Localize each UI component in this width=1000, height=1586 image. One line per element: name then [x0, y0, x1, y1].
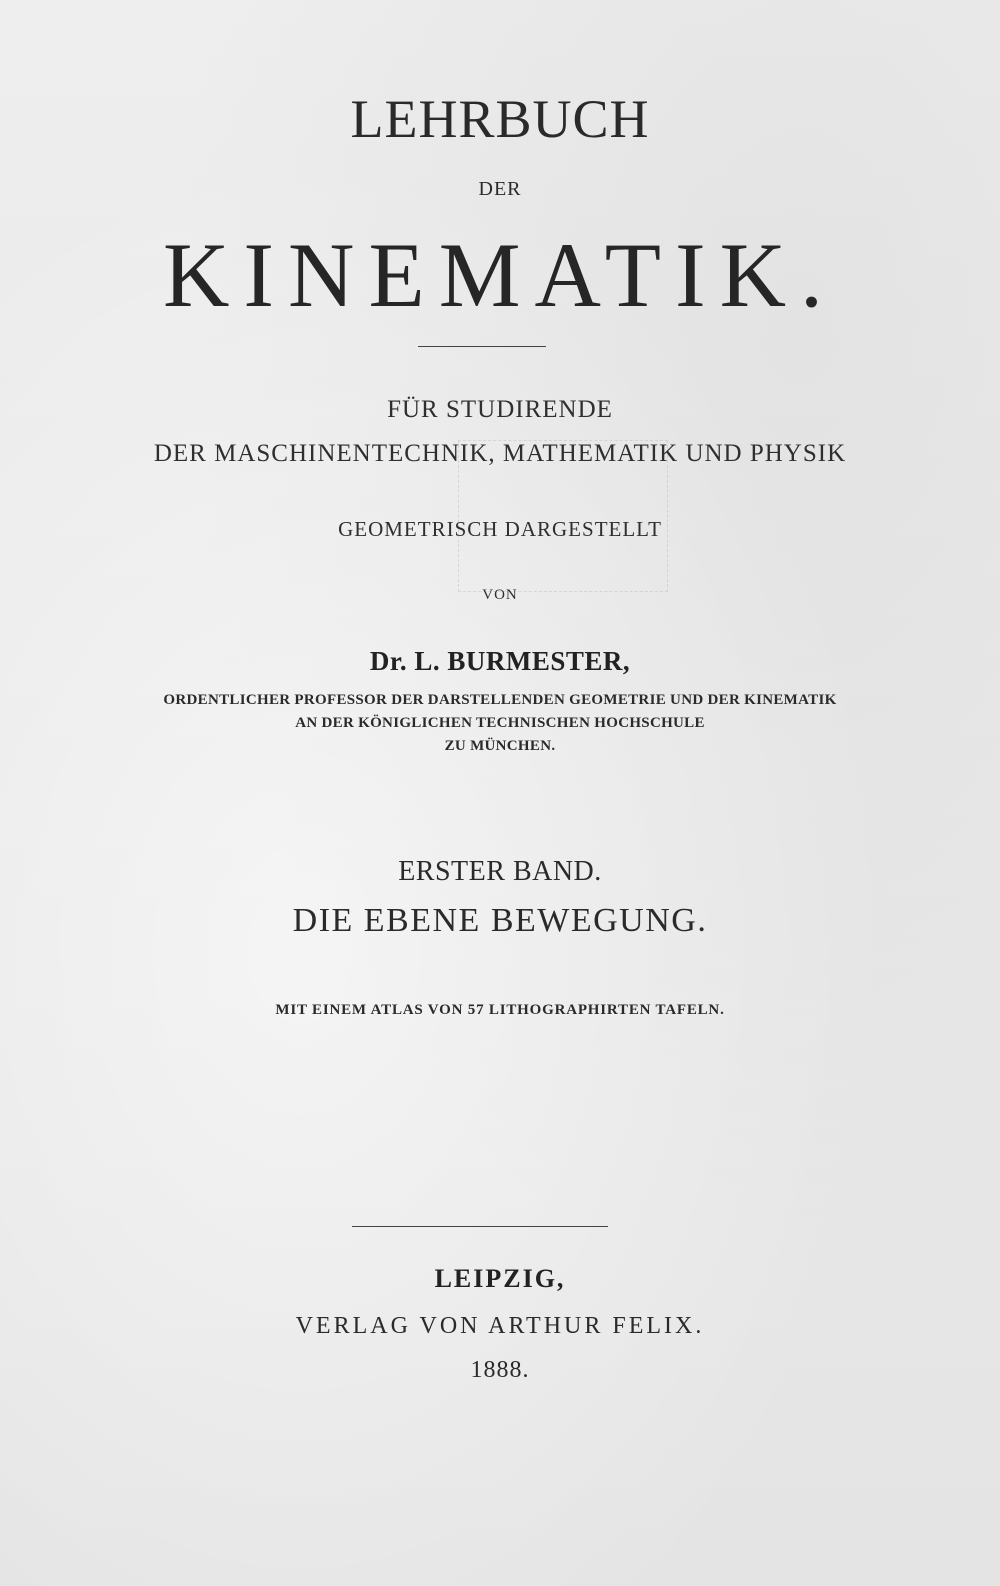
author-name: Dr. L. BURMESTER,: [369, 646, 631, 676]
main-title-connector: DER: [478, 178, 522, 200]
divider-rule-top: [418, 346, 546, 347]
divider-rule-bottom: [352, 1226, 608, 1227]
by-label: VON: [482, 587, 518, 603]
volume-title: DIE EBENE BEWEGUNG.: [292, 902, 708, 939]
publisher: VERLAG VON ARTHUR FELIX.: [295, 1313, 705, 1339]
author-affiliation-line2: AN DER KÖNIGLICHEN TECHNISCHEN HOCHSCHULE: [295, 715, 705, 731]
subtitle-line1: FÜR STUDIRENDE: [387, 396, 613, 423]
atlas-note: MIT EINEM ATLAS VON 57 LITHOGRAPHIRTEN TAFELN.: [275, 1002, 725, 1018]
publication-year: 1888.: [470, 1357, 530, 1383]
main-title-line2: KINEMATIK.: [162, 224, 838, 326]
subtitle-line2: DER MASCHINENTECHNIK, MATHEMATIK UND PHYSIK: [153, 440, 847, 467]
volume-label: ERSTER BAND.: [398, 856, 602, 887]
subtitle-line3: GEOMETRISCH DARGESTELLT: [338, 517, 662, 541]
author-affiliation-line1: ORDENTLICHER PROFESSOR DER DARSTELLENDEN GEOMETRIE UND DER KINEMATIK: [163, 692, 837, 708]
author-affiliation-line3: ZU MÜNCHEN.: [444, 738, 556, 754]
publication-place: LEIPZIG,: [434, 1264, 566, 1293]
main-title-line1: LEHRBUCH: [350, 89, 650, 149]
